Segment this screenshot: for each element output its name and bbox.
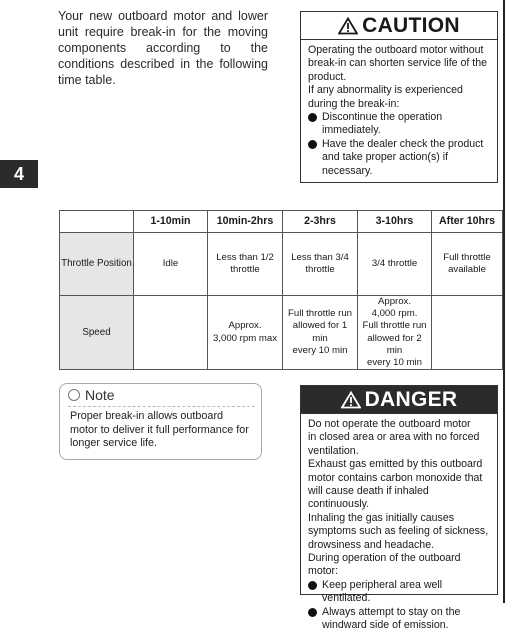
intro-line: conditions described in the following xyxy=(58,57,268,71)
danger-line: motor contains carbon monoxide that xyxy=(308,471,483,484)
cell-line: allowed for 1 min xyxy=(292,320,348,344)
table-cell xyxy=(283,233,358,296)
cell-line: Approx. xyxy=(377,296,412,307)
table-header-3-10hrs: 3-10hrs xyxy=(358,211,432,233)
caution-title xyxy=(301,12,497,40)
cell-line: Full throttle run xyxy=(362,320,427,332)
table-header-after-10hrs: After 10hrs xyxy=(432,211,503,233)
table-cell xyxy=(358,296,432,370)
intro-line: components according to the xyxy=(58,41,268,55)
intro-line: unit require break-in for the moving xyxy=(58,25,268,39)
danger-bullet-line: Keep peripheral area well ventilated. xyxy=(322,578,443,605)
danger-bullet-line: Always attempt to stay on the xyxy=(322,605,461,618)
note-title: Note xyxy=(85,387,115,403)
danger-bullet xyxy=(308,579,491,606)
table-row-speed xyxy=(60,296,503,370)
note-box xyxy=(59,383,262,460)
caution-line: product. xyxy=(308,70,347,83)
cell-line: Less than 3/4 xyxy=(291,251,349,263)
danger-line: ventilation. xyxy=(308,444,359,457)
cell-line: 4,000 rpm. xyxy=(371,308,418,320)
cell-line: every 10 min xyxy=(292,344,348,356)
table-row-throttle-position xyxy=(60,233,503,296)
danger-box xyxy=(300,385,498,632)
cell-line: every 10 min xyxy=(367,357,422,369)
note-line: motor to deliver it full performance for xyxy=(70,423,249,436)
danger-line: will cause death if inhaled continuously. xyxy=(308,485,429,511)
danger-line: Inhaling the gas initially causes xyxy=(308,511,455,524)
table-corner-cell xyxy=(60,211,134,233)
table-cell xyxy=(358,233,432,296)
row-header-speed: Speed xyxy=(60,296,134,370)
cell-line: allowed for 2 min xyxy=(367,332,422,356)
danger-bullet xyxy=(308,606,491,633)
table-cell xyxy=(208,296,283,370)
cell-line: Less than 1/2 xyxy=(216,251,274,263)
cell-line: 3/4 throttle xyxy=(371,257,418,269)
bullet-dot-icon xyxy=(308,608,317,617)
danger-line: Exhaust gas emitted by this outboard xyxy=(308,458,483,471)
table-cell-empty xyxy=(432,296,503,370)
table-cell xyxy=(134,233,208,296)
cell-line: available xyxy=(448,264,486,275)
caution-title-text: CAUTION xyxy=(362,13,460,37)
caution-bullet xyxy=(308,138,491,178)
cell-line: Idle xyxy=(162,257,179,269)
danger-line: symptoms such as feeling of sickness, xyxy=(308,525,489,538)
caution-bullet xyxy=(308,111,491,138)
table-cell xyxy=(283,296,358,370)
caution-line: If any abnormality is experienced xyxy=(308,84,463,97)
note-line: Proper break-in allows outboard xyxy=(70,410,224,422)
danger-bullet-line: windward side of emission. xyxy=(322,619,449,632)
danger-line: Do not operate the outboard motor xyxy=(308,418,471,430)
cell-line: throttle xyxy=(305,264,335,275)
caution-body xyxy=(301,40,497,178)
danger-title-text: DANGER xyxy=(364,387,458,411)
table-cell xyxy=(208,233,283,296)
danger-body xyxy=(301,414,497,633)
danger-line: drowsiness and headache. xyxy=(308,538,435,551)
caution-line: during the break-in: xyxy=(308,97,400,110)
table-cell xyxy=(432,233,503,296)
caution-line: break-in can shorten service life of the xyxy=(308,57,488,70)
caution-bullet-line: and take proper action(s) if xyxy=(322,151,449,164)
row-header-throttle-position: Throttle Position xyxy=(60,233,134,296)
break-in-time-table xyxy=(59,210,503,370)
danger-title xyxy=(301,386,497,414)
cell-line: 3,000 rpm max xyxy=(213,332,277,344)
danger-line: During operation of the outboard motor: xyxy=(308,552,461,578)
note-header xyxy=(60,384,261,403)
table-cell-empty xyxy=(134,296,208,370)
table-header-2-3hrs: 2-3hrs xyxy=(283,211,358,233)
table-header-1-10min: 1-10min xyxy=(134,211,208,233)
cell-line: throttle xyxy=(230,264,260,275)
bullet-dot-icon xyxy=(308,581,317,590)
bullet-dot-icon xyxy=(308,113,317,122)
caution-bullet-line: Have the dealer check the product xyxy=(322,137,484,150)
table-header-10min-2hrs: 10min-2hrs xyxy=(208,211,283,233)
cell-line: Approx. xyxy=(228,320,262,332)
note-line: longer service life. xyxy=(70,437,158,449)
warning-triangle-icon xyxy=(338,17,358,35)
caution-line: Operating the outboard motor without xyxy=(308,44,484,56)
warning-triangle-icon xyxy=(341,391,361,409)
caution-bullet-line: necessary. xyxy=(322,164,373,177)
caution-box xyxy=(300,11,498,183)
danger-line: in closed area or area with no forced xyxy=(308,431,480,444)
caution-bullet-line: immediately. xyxy=(322,124,381,137)
section-number-tab: 4 xyxy=(0,160,38,188)
intro-line: Your new outboard motor and lower xyxy=(58,9,268,23)
intro-paragraph xyxy=(58,8,268,88)
note-circle-icon xyxy=(68,389,80,401)
cell-line: Full throttle xyxy=(443,251,491,263)
bullet-dot-icon xyxy=(308,140,317,149)
page-edge-rule xyxy=(503,0,505,603)
note-body xyxy=(60,407,261,451)
cell-line: Full throttle run xyxy=(288,308,352,320)
caution-bullet-line: Discontinue the operation xyxy=(322,111,443,124)
intro-line: time table. xyxy=(58,73,116,87)
